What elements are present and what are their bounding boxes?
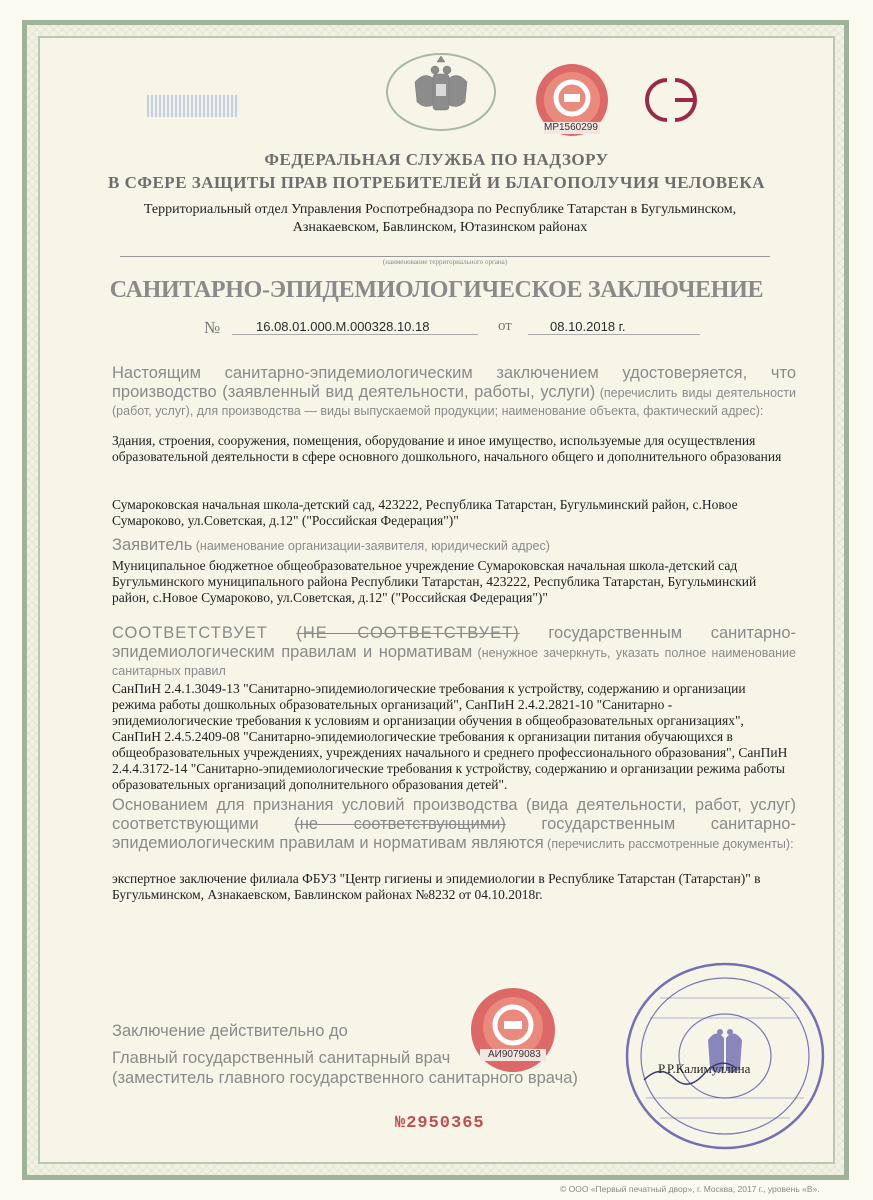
official-round-stamp: [620, 958, 830, 1154]
date-label: от: [498, 318, 512, 334]
intro-note: (перечислить виды деятельности (работ, услуг), для производства — виды выпускаемой продукции; наименование объекта, фактический адрес):: [112, 386, 796, 418]
applicant-details: Муниципальное бюджетное общеобразовательное учреждение Сумароковская начальная школа-детский сад Бугульминского муниципального района Республики Татарстан, 423222, Республика Татарстан, Бугульминский район, с.Новое Сумароково, ул.Советская, д.12" ("Российская Федерация")": [112, 558, 757, 605]
applicant-heading: [112, 536, 792, 555]
seal-bottom-code: АИ9079083: [488, 1049, 541, 1060]
deputy-label: (заместитель главного государственного санитарного врача): [112, 1069, 578, 1087]
territorial-caption: (наименование территориального органа): [382, 258, 508, 266]
security-hatch-pattern: [147, 95, 239, 117]
coat-of-arms-emblem: [385, 52, 497, 132]
signature-scribble: [640, 1062, 740, 1086]
printer-credit: © ООО «Первый печатный двор», г. Москва, 2017 г., уровень «В».: [560, 1184, 820, 1194]
intro-paragraph: [112, 364, 796, 420]
blank-serial-number: №2950365: [395, 1114, 485, 1133]
seal-top-code: МР1560299: [544, 122, 598, 133]
chief-doctor-label: Главный государственный санитарный врач: [112, 1049, 451, 1067]
valid-until-label: Заключение действительно до: [112, 1022, 348, 1040]
conforms-note: (ненужное зачеркнуть, указать полное наименование санитарных правил: [112, 646, 796, 678]
agency-title-line1: ФЕДЕРАЛЬНАЯ СЛУЖБА ПО НАДЗОРУ: [264, 150, 609, 169]
not-conforms-label: (НЕ СООТВЕТСТВУЕТ): [296, 624, 520, 642]
conformity-paragraph: [112, 624, 796, 680]
territorial-underline: [120, 256, 770, 257]
activity-description: Здания, строения, сооружения, помещения, оборудование и иное имущество, используемые для осуществления образовательной деятельности в сфере основного дошкольного, начального общего и дополнительного образования: [112, 433, 782, 464]
document-number: 16.08.01.000.М.000328.10.18: [232, 319, 478, 335]
number-sign: №: [204, 318, 221, 337]
basis-paragraph: [112, 796, 796, 853]
object-address: Сумароковская начальная школа-детский сад, 423222, Республика Татарстан, Бугульминский район, с.Новое Сумароково, ул.Советская, д.12" ("Российская Федерация")": [112, 497, 738, 528]
applicant-label: Заявитель: [112, 536, 193, 554]
basis-note: (перечислить рассмотренные документы):: [543, 837, 794, 851]
sanitary-certification-logo: [635, 72, 711, 128]
document-title: САНИТАРНО-ЭПИДЕМИОЛОГИЧЕСКОЕ ЗАКЛЮЧЕНИЕ: [109, 277, 764, 303]
intro-main-text: Настоящим санитарно-эпидемиологическим заключением удостоверяется, что производство (заявленный вид деятельности, работы, услуги): [112, 364, 796, 401]
conforms-label: СООТВЕТСТВУЕТ: [112, 624, 268, 642]
agency-title-line2: В СФЕРЕ ЗАЩИТЫ ПРАВ ПОТРЕБИТЕЛЕЙ И БЛАГОПОЛУЧИЯ ЧЕЛОВЕКА: [108, 173, 765, 192]
signer-name: Р.Р.Калимуллина: [658, 1061, 751, 1076]
hologram-seal-bottom: [468, 985, 558, 1081]
basis-text-2: государственным санитарно-эпидемиологическим правилам и нормативам являются: [112, 815, 796, 852]
territorial-body: Территориальный отдел Управления Роспотребнадзора по Республике Татарстан в Бугульминском, Азнакаевском, Бавлинском, Ютазинском районах: [143, 202, 737, 235]
basis-strike: (не соответствующими): [294, 815, 506, 833]
applicant-note: (наименование организации-заявителя, юридический адрес): [192, 539, 550, 553]
sanitary-rules-list: СанПиН 2.4.1.3049-13 "Санитарно-эпидемиологические требования к устройству, содержанию и организации режима работы дошкольных образовательных организаций", СанПиН 2.4.2.2821-10 "Санитарно - эпидемиологические требования к условиям и организации обучения в общеобразовательных организациях", СанПиН 2.4.5.2409-08 "Санитарно-эпидемиологические требования к организации питания обучающихся в общеобразовательных учреждениях, учреждениях начального и среднего профессионального образования", СанПиН 2.4.4.3172-14 "Санитарно-эпидемиологические требования к устройству, содержанию и организации режима работы образовательных организаций дополнительного образования детей".: [112, 681, 788, 792]
document-date: 08.10.2018 г.: [528, 319, 700, 335]
basis-document: экспертное заключение филиала ФБУЗ "Центр гигиены и эпидемиологии в Республике Татарстан (Татарстан)" в Бугульминском, Азнакаевском, Бавлинском районах №8232 от 04.10.2018г.: [112, 871, 761, 902]
conforms-rest: государственным санитарно-эпидемиологическим правилам и нормативам: [112, 624, 796, 661]
basis-text-1: Основанием для признания условий производства (вида деятельности, работ, услуг) соответствующими: [112, 796, 796, 833]
